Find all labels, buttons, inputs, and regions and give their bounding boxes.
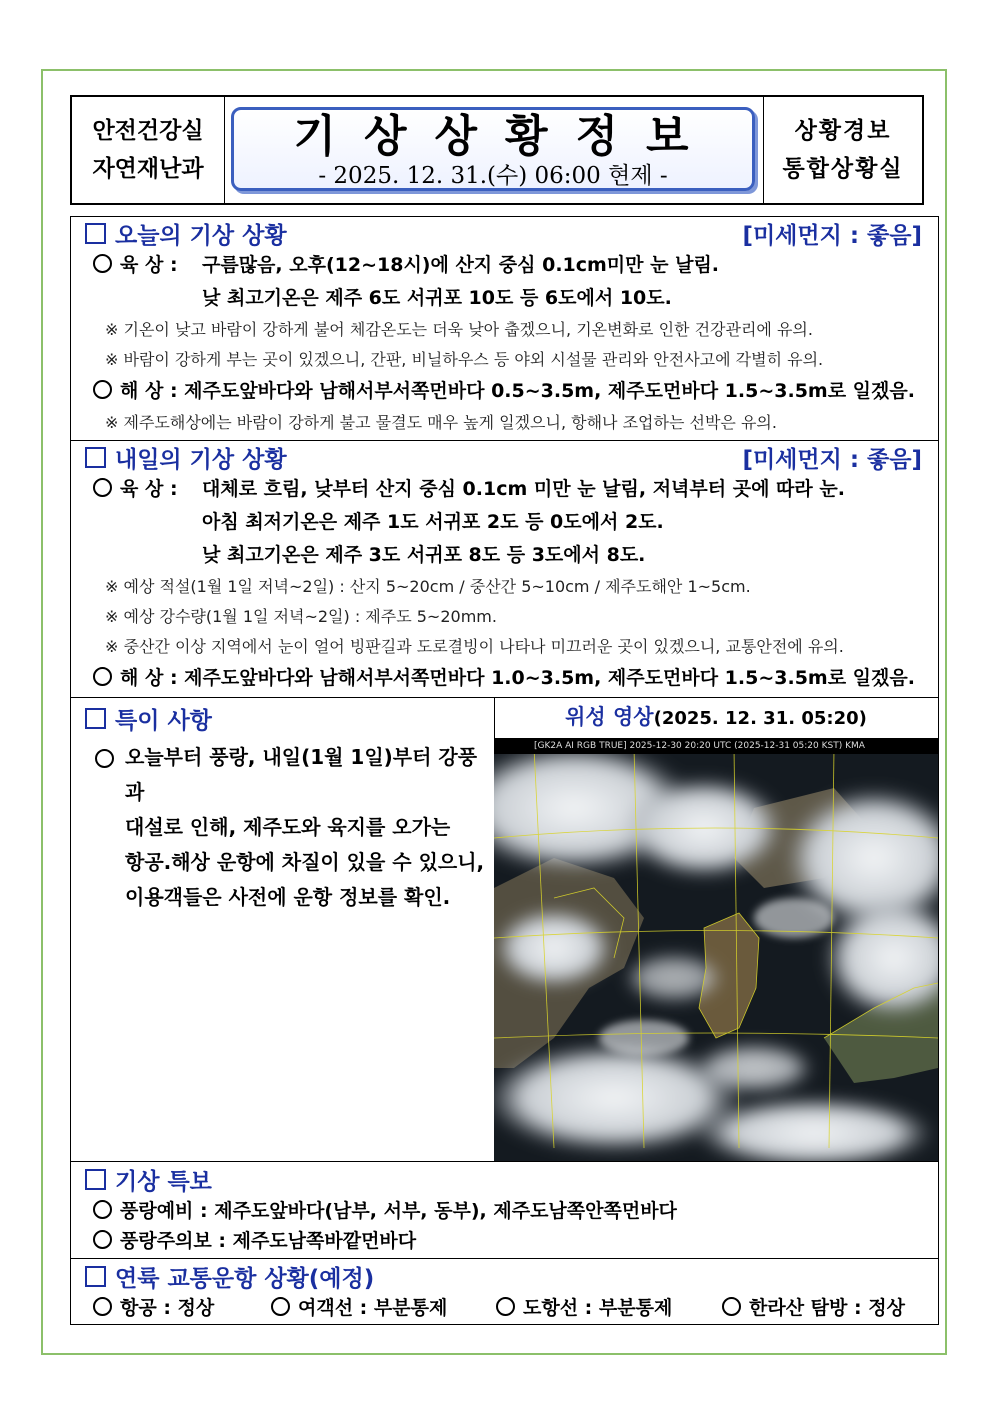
today-sea-line: 제주도앞바다와 남해서부서쪽먼바다 0.5~3.5m, 제주도먼바다 1.5~3.5m로 일겠음. [184,380,915,402]
today-land-line1: 구름많음, 오후(12~18시)에 산지 중심 0.1cm미만 눈 날림. [202,254,720,276]
transport-title: 연륙 교통운항 상황(예정) [115,1265,375,1292]
warning-section [70,1161,939,1259]
transport-item-air: 항공 : 정상 [120,1297,215,1319]
today-note2: ※ 바람이 강하게 부는 곳이 있겠으니, 간판, 비닐하우스 등 야외 시설물 관리와 안전사고에 각별히 유의. [105,350,824,369]
tomorrow-land-line2: 아침 최저기온은 제주 1도 서귀포 2도 등 0도에서 2도. [202,511,664,533]
circle-bullet-icon [95,749,114,768]
document-title: 기상상황정보 [293,111,717,162]
today-title: 오늘의 기상 상황 [115,222,287,249]
transport-item-island-ferry: 도항선 : 부분통제 [523,1297,673,1319]
circle-bullet-icon [93,1230,112,1249]
issuer-office [763,97,922,203]
transport-section [70,1258,939,1325]
warning-line2: 풍랑주의보 : 제주도남쪽바깥먼바다 [120,1230,417,1252]
today-land-line2: 낮 최고기온은 제주 6도 서귀포 10도 등 6도에서 10도. [202,287,672,309]
tomorrow-land-line1: 대체로 흐림, 낮부터 산지 중심 0.1cm 미만 눈 날림, 저녁부터 곳에 따라 눈. [202,478,845,500]
special-notes [71,698,495,1161]
tomorrow-sea-line: 제주도앞바다와 남해서부서쪽먼바다 1.0~3.5m, 제주도먼바다 1.5~3.5m로 일겠음. [184,667,915,689]
circle-bullet-icon [93,380,112,399]
checkbox-icon [85,447,106,468]
circle-bullet-icon [93,1297,112,1316]
circle-bullet-icon [93,1200,112,1219]
tomorrow-section [70,440,939,698]
issuer-line2: 자연재난과 [92,156,204,182]
tomorrow-note2: ※ 예상 강수량(1월 1일 저녁~2일) : 제주도 5~20mm. [105,607,497,626]
tomorrow-sea-label: 해 상 : [120,667,178,689]
circle-bullet-icon [93,667,112,686]
tomorrow-note1: ※ 예상 적설(1월 1일 저녁~2일) : 산지 5~20cm / 중산간 5~10cm / 제주도해안 1~5cm. [105,577,751,596]
satellite-panel [494,698,938,1161]
checkbox-icon [85,1169,106,1190]
special-line3: 항공.해상 운항에 차질이 있을 수 있으니, [125,850,485,874]
satellite-caption [494,698,938,736]
title-box [231,107,755,191]
warning-line1: 풍랑예비 : 제주도앞바다(남부, 서부, 동부), 제주도남쪽안쪽먼바다 [120,1200,677,1222]
satellite-image [494,738,938,1161]
transport-item-ferry: 여객선 : 부분통제 [298,1297,448,1319]
today-sea-label: 해 상 : [120,380,178,402]
office-line1: 상황경보 [794,118,892,144]
satellite-caption-title: 위성 영상 [565,705,654,729]
circle-bullet-icon [722,1297,741,1316]
checkbox-icon [85,223,106,244]
document-subtitle: - 2025. 12. 31.(수) 06:00 현제 - [318,163,668,189]
special-line2: 대설로 인해, 제주도와 육지를 오가는 [125,815,451,839]
tomorrow-dust-status: [미세먼지 : 좋음] [742,446,922,473]
tomorrow-land-line3: 낮 최고기온은 제주 3도 서귀포 8도 등 3도에서 8도. [202,544,646,566]
document-header [70,95,924,205]
issuer-department [72,97,225,203]
tomorrow-land-label: 육 상 : [120,478,178,500]
today-section [70,216,939,441]
satellite-info-bar: [GK2A AI RGB TRUE] 2025-12-30 20:20 UTC (2025-12-31 05:20 KST) KMA [494,738,938,754]
transport-item-hallasan: 한라산 탐방 : 정상 [749,1297,905,1319]
today-dust-status: [미세먼지 : 좋음] [742,222,922,249]
warning-title: 기상 특보 [115,1168,212,1195]
satellite-image-graphic [494,738,938,1161]
circle-bullet-icon [271,1297,290,1316]
special-section [70,697,939,1162]
special-title: 특이 사항 [115,707,212,734]
title-area [225,97,763,203]
office-line2: 통합상황실 [782,156,904,182]
special-line4: 이용객들은 사전에 운항 정보를 확인. [125,885,451,909]
today-note3: ※ 제주도해상에는 바람이 강하게 불고 물결도 매우 높게 일겠으니, 항해나 조업하는 선박은 유의. [105,413,777,432]
issuer-line1: 안전건강실 [92,118,204,144]
checkbox-icon [85,1266,106,1287]
circle-bullet-icon [93,254,112,273]
today-note1: ※ 기온이 낮고 바람이 강하게 불어 체감온도는 더욱 낮아 춥겠으니, 기온변화로 인한 건강관리에 유의. [105,320,813,339]
checkbox-icon [85,708,106,729]
special-line1: 오늘부터 풍랑, 내일(1월 1일)부터 강풍과 [125,745,478,804]
circle-bullet-icon [93,478,112,497]
satellite-caption-date: (2025. 12. 31. 05:20) [653,708,867,729]
today-land-label: 육 상 : [120,254,178,276]
tomorrow-note3: ※ 중산간 이상 지역에서 눈이 얼어 빙판길과 도로결빙이 나타나 미끄러운 곳이 있겠으니, 교통안전에 유의. [105,637,844,656]
circle-bullet-icon [496,1297,515,1316]
tomorrow-title: 내일의 기상 상황 [115,446,287,473]
